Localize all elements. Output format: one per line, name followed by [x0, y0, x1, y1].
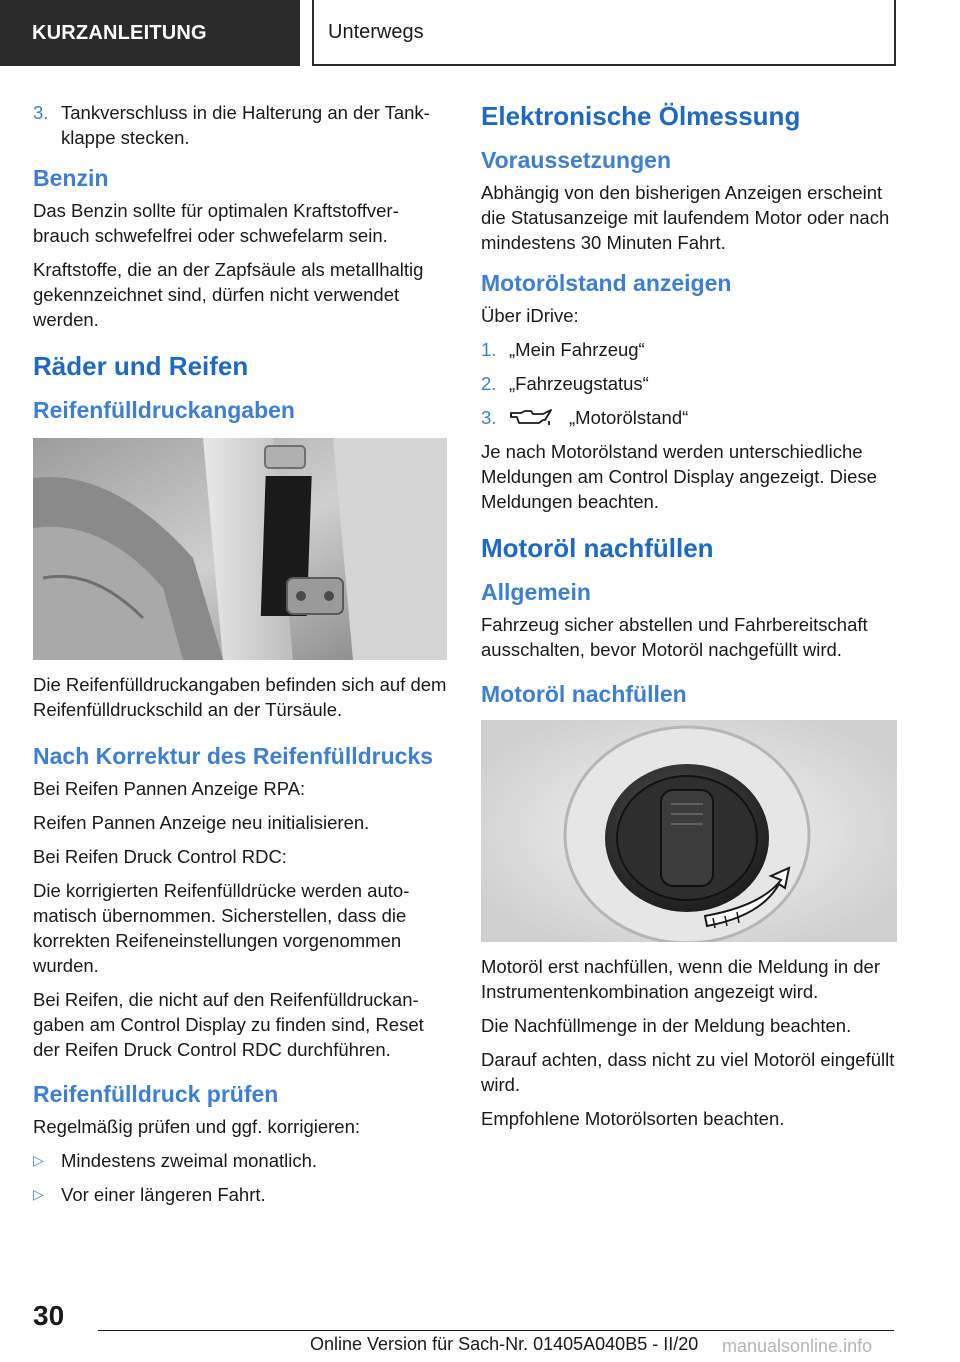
- heading-benzin: Benzin: [33, 165, 109, 191]
- heading-elektronische-oelmessung: Elektronische Ölmessung: [481, 101, 801, 131]
- bullet-text: Mindestens zweimal monatlich.: [61, 1150, 318, 1171]
- heading-motoroel-nachfuellen-sub: Motoröl nachfüllen: [481, 681, 687, 707]
- paragraph-rdc: Bei Reifen Druck Control RDC:: [33, 846, 287, 867]
- step-text: Tankverschluss in die Halterung an der Tankklappe stecken.: [61, 102, 430, 148]
- paragraph-nachfuellen-1: Motoröl erst nachfüllen, wenn die Meldung in der Instrumentenkombination angezeigt wird.: [481, 956, 881, 1002]
- paragraph-idrive: Über iDrive:: [481, 305, 579, 326]
- paragraph-nachfuellen-3: Darauf achten, dass nicht zu viel Motoröl eingefüllt wird.: [481, 1049, 895, 1095]
- step-number: 3.: [481, 407, 497, 428]
- oil-cap-image: [481, 720, 897, 942]
- bullet-text: Vor einer längeren Fahrt.: [61, 1184, 266, 1205]
- step-text: „Motorölstand“: [569, 407, 689, 428]
- paragraph-pruefen: Regelmäßig prüfen und ggf. korrigieren:: [33, 1116, 361, 1137]
- paragraph-rdc-auto: Die korrigierten Reifenfülldrücke werden automatisch übernommen. Sicherstellen, dass die korrekten Reifeneinstellungen vorgenommen wurden.: [33, 880, 410, 976]
- bullet-item: [33, 1182, 447, 1207]
- paragraph-allgemein: Fahrzeug sicher abstellen und Fahrbereitschaft ausschalten, bevor Motoröl nachgefüllt wird.: [481, 614, 868, 660]
- paragraph-nachfuellen-4: Empfohlene Motorölsorten beachten.: [481, 1108, 785, 1129]
- step-3-motoroelstand: [481, 405, 897, 430]
- step-2-fahrzeugstatus: [481, 371, 897, 396]
- paragraph-benzin-1: Das Benzin sollte für optimalen Kraftstoffverbrauch schwefelfrei oder schwefelarm sein.: [33, 200, 399, 246]
- door-pillar-illustration: [33, 438, 447, 660]
- paragraph-rpa: Bei Reifen Pannen Anzeige RPA:: [33, 778, 306, 799]
- oil-can-icon: [509, 407, 553, 427]
- step-text: „Fahrzeugstatus“: [509, 373, 649, 394]
- heading-voraussetzungen: Voraussetzungen: [481, 147, 671, 173]
- right-column: [481, 100, 897, 1140]
- triangle-right-icon: ▷: [33, 1152, 44, 1168]
- footer-text: Online Version für Sach-Nr. 01405A040B5 - II/20: [310, 1334, 699, 1354]
- step-number: 2.: [481, 373, 497, 394]
- page-header: [0, 0, 960, 66]
- heading-reifenfuelldruck-pruefen: Reifenfülldruck prüfen: [33, 1081, 279, 1107]
- heading-allgemein: Allgemein: [481, 579, 591, 605]
- chapter-tab: Unterwegs: [312, 0, 896, 66]
- step-number: 3.: [33, 102, 49, 123]
- paragraph-rpa-init: Reifen Pannen Anzeige neu initialisieren.: [33, 812, 370, 833]
- paragraph-rdc-reset: Bei Reifen, die nicht auf den Reifenfülldruckangaben am Control Display zu finden sind, Reset der Reifen Druck Control RDC durchführen.: [33, 989, 424, 1060]
- paragraph-nachfuellen-2: Die Nachfüllmenge in der Meldung beachten.: [481, 1015, 852, 1036]
- triangle-right-icon: ▷: [33, 1186, 44, 1202]
- heading-motoroel-nachfuellen: Motoröl nachfüllen: [481, 533, 714, 563]
- left-column: [33, 100, 447, 1216]
- step-number: 1.: [481, 339, 497, 360]
- watermark: manualsonline.info: [722, 1336, 873, 1356]
- heading-nach-korrektur: Nach Korrektur des Reifenfülldrucks: [33, 743, 434, 769]
- caption-reifenfuelldruck: Die Reifenfülldruckangaben befinden sich auf dem Reifenfülldruckschild an der Türsäule.: [33, 674, 447, 720]
- paragraph-benzin-2: Kraftstoffe, die an der Zapfsäule als metallhaltig gekennzeichnet sind, dürfen nicht verwendet werden.: [33, 259, 424, 330]
- section-tab: KURZANLEITUNG: [0, 0, 300, 66]
- paragraph-meldungen: Je nach Motorölstand werden unterschiedliche Meldungen am Control Display angezeigt. Diese Meldungen beachten.: [481, 441, 877, 512]
- heading-reifenfuelldruckangaben: Reifenfülldruckangaben: [33, 397, 295, 423]
- paragraph-voraussetzungen: Abhängig von den bisherigen Anzeigen erscheint die Statusanzeige mit laufendem Motor oder nach mindestens 30 Minuten Fahrt.: [481, 182, 890, 253]
- door-pillar-image: [33, 438, 447, 660]
- step-1-mein-fahrzeug: [481, 337, 897, 362]
- bullet-item: [33, 1148, 447, 1173]
- heading-raeder-reifen: Räder und Reifen: [33, 351, 249, 381]
- heading-motoroelstand-anzeigen: Motorölstand anzeigen: [481, 270, 732, 296]
- footer-divider: [98, 1330, 894, 1331]
- oil-filler-cap-illustration: [481, 720, 897, 942]
- page-number: 30: [33, 1300, 65, 1331]
- step-3-tankverschluss: [33, 100, 447, 150]
- step-text: „Mein Fahrzeug“: [509, 339, 645, 360]
